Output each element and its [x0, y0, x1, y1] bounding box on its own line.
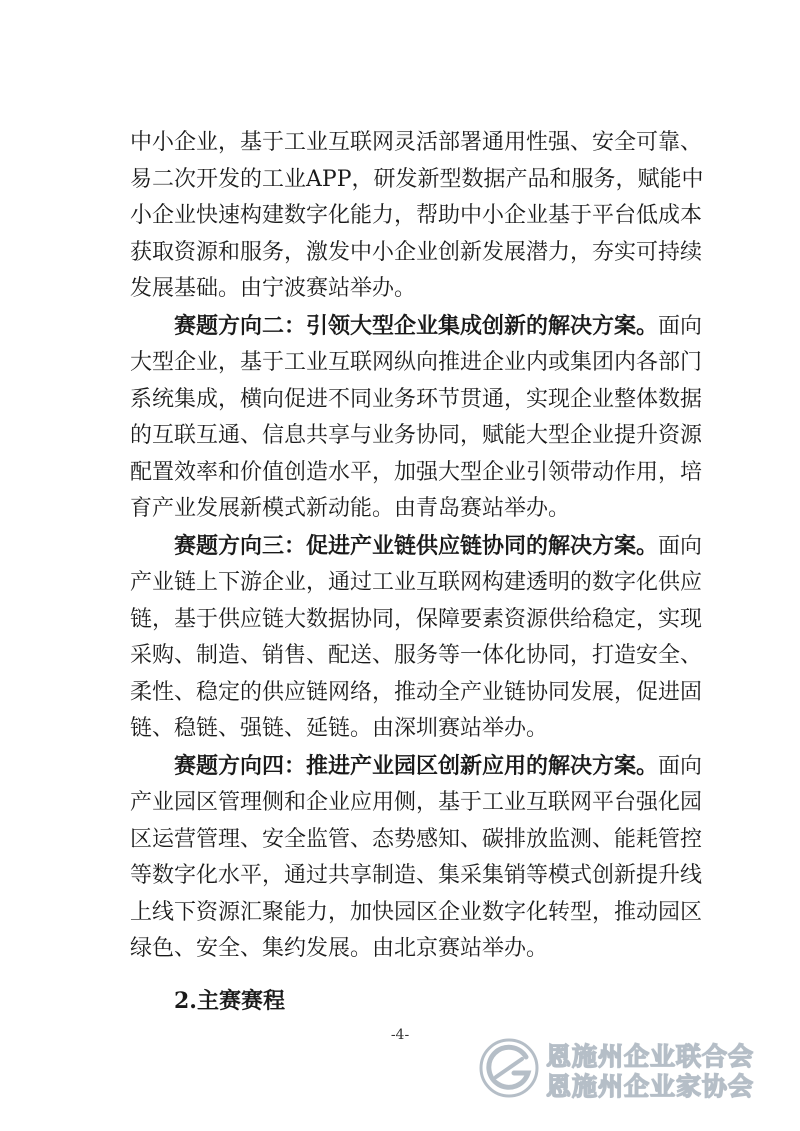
- text-line: 区运营管理、安全监管、态势感知、碳排放监测、能耗管控: [130, 826, 703, 852]
- enterprise-federation-logo-icon: [478, 1037, 540, 1099]
- text-line: 配置效率和价值创造水平，加强大型企业引领带动作用，培: [130, 459, 703, 485]
- watermark-line-1: 恩施州企业联合会: [546, 1042, 755, 1071]
- text-line: 链、稳链、强链、延链。由深圳赛站举办。: [130, 716, 549, 741]
- text-run: 面向: [658, 753, 703, 779]
- text-line: 获取资源和服务，激发中小企业创新发展潜力，夯实可持续: [130, 239, 703, 265]
- text-line: [130, 748, 703, 786]
- watermark: [478, 1035, 778, 1101]
- topic-heading: 赛题方向三：促进产业链供应链协同的解决方案。: [174, 532, 659, 559]
- paragraph-2: [130, 308, 703, 528]
- text-line: 育产业发展新模式新动能。由青岛赛站举办。: [130, 496, 571, 521]
- text-line: 大型企业，基于工业互联网纵向推进企业内或集团内各部门: [130, 350, 703, 375]
- text-line: 柔性、稳定的供应链网络，推动全产业链协同发展，促进固: [130, 679, 703, 705]
- paragraph-3: [130, 528, 703, 748]
- text-line: 小企业快速构建数字化能力，帮助中小企业基于平台低成本: [130, 203, 703, 228]
- text-line: 的互联互通、信息共享与业务协同，赋能大型企业提升资源: [130, 423, 703, 448]
- topic-heading: 赛题方向四：推进产业园区创新应用的解决方案。: [174, 752, 659, 779]
- watermark-line-2: 恩施州企业家协会: [546, 1072, 755, 1101]
- page-number: -4-: [390, 1027, 410, 1043]
- text-line: 链，基于供应链大数据协同，保障要素资源供给稳定，实现: [130, 606, 703, 632]
- text-line: 系统集成，横向促进不同业务环节贯通，实现企业整体数据: [130, 386, 703, 412]
- document-body: [130, 125, 704, 968]
- text-line: 等数字化水平，通过共享制造、集采集销等模式创新提升线: [130, 863, 703, 888]
- text-line: 产业园区管理侧和企业应用侧，基于工业互联网平台强化园: [130, 790, 703, 815]
- text-line: 采购、制造、销售、配送、服务等一体化协同，打造安全、: [130, 643, 703, 668]
- text-run: 面向: [658, 313, 703, 339]
- topic-heading: 赛题方向二：引领大型企业集成创新的解决方案。: [174, 312, 659, 339]
- text-line: 上线下资源汇聚能力，加快园区企业数字化转型，推动园区: [130, 899, 703, 925]
- text-line: 发展基础。由宁波赛站举办。: [130, 276, 417, 301]
- text-line: 产业链上下游企业，通过工业互联网构建透明的数字化供应: [130, 570, 703, 595]
- text-run: 面向: [658, 533, 703, 559]
- text-line: [130, 308, 703, 346]
- paragraph-1: [130, 125, 704, 308]
- text-line: 中小企业，基于工业互联网灵活部署通用性强、安全可靠、: [130, 130, 703, 155]
- text-line: 绿色、安全、集约发展。由北京赛站举办。: [130, 936, 549, 961]
- text-line: [130, 528, 703, 566]
- text-line: 易二次开发的工业APP，研发新型数据产品和服务，赋能中: [130, 166, 704, 192]
- paragraph-4: [130, 748, 703, 968]
- section-heading: 2.主赛赛程: [174, 988, 285, 1014]
